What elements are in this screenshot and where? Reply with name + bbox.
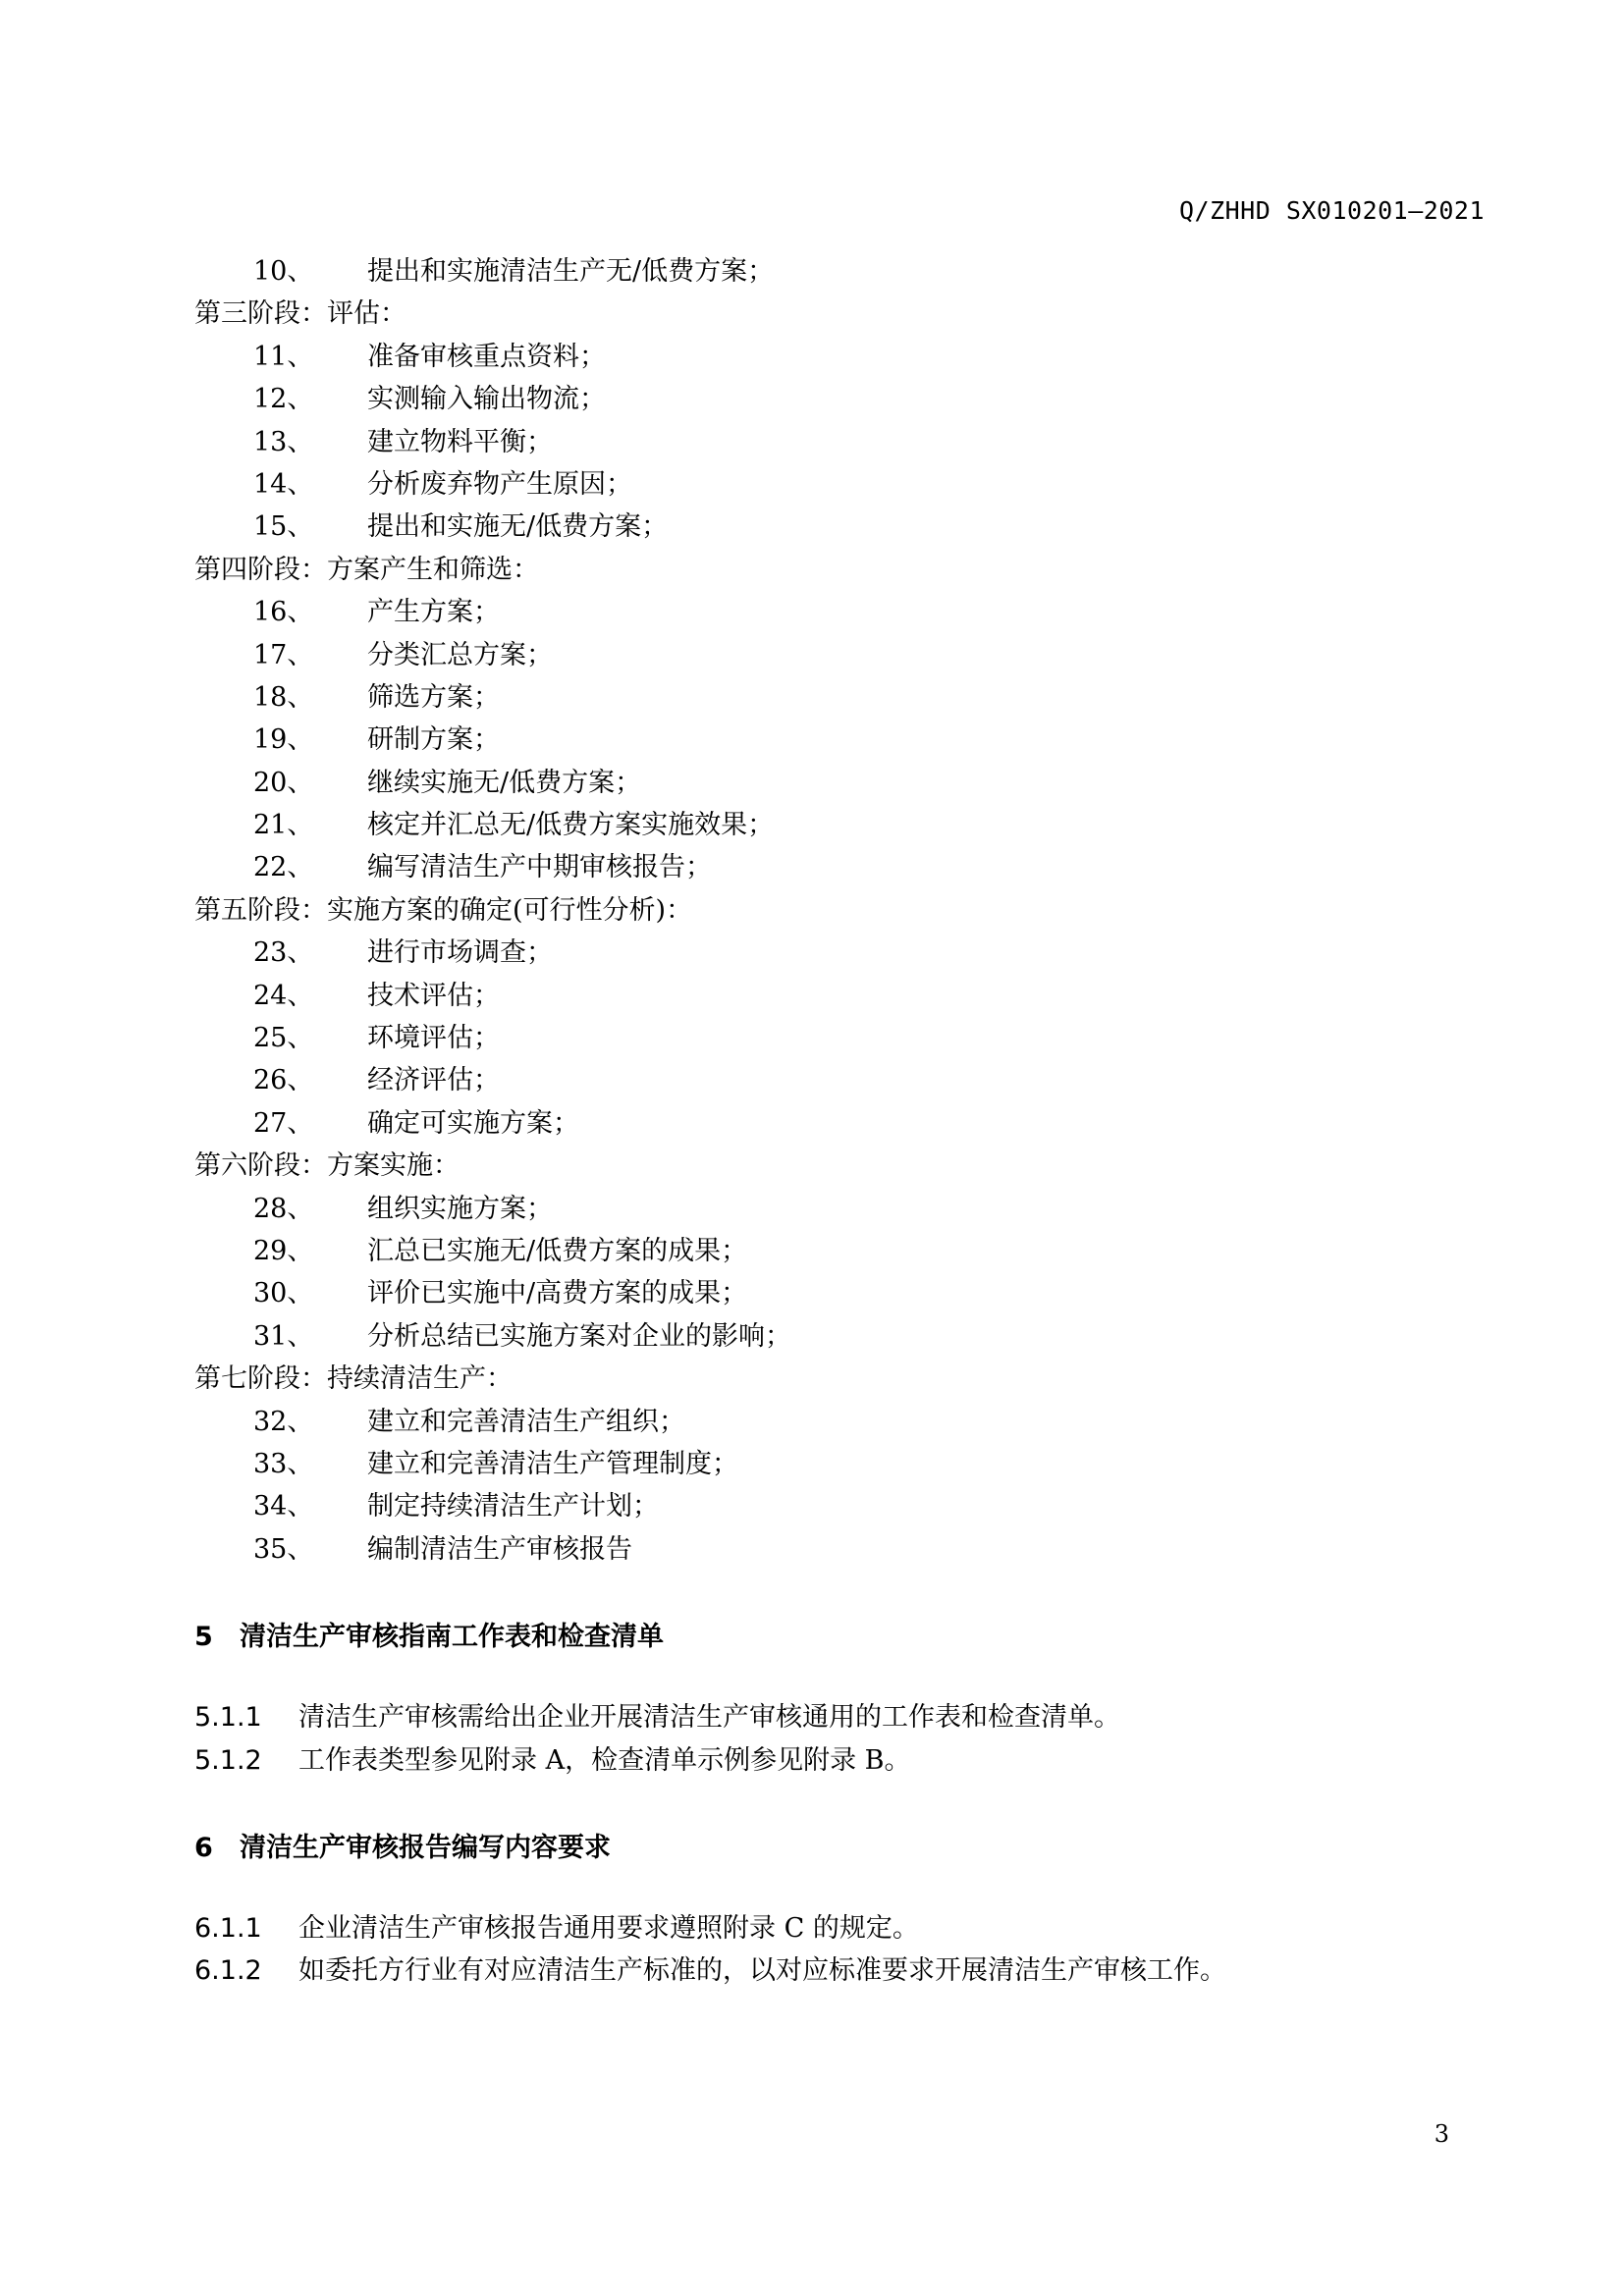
item-text: 编写清洁生产中期审核报告； [367,852,712,883]
item-number: 16、 [253,597,314,628]
item-text: 分类汇总方案； [367,639,553,670]
section-number: 5 [194,1622,213,1653]
item-number: 33、 [253,1448,314,1479]
stage-heading: 第六阶段：方案实施： [194,1150,460,1182]
item-text: 分析总结已实施方案对企业的影响； [367,1320,791,1352]
item-text: 核定并汇总无/低费方案实施效果； [367,810,775,841]
item-number: 11、 [253,341,314,372]
clause [194,1949,1490,1992]
list-item [194,1528,1490,1571]
clause-text: 工作表类型参见附录 A，检查清单示例参见附录 B。 [298,1744,911,1776]
item-text: 实测输入输出物流； [367,384,606,415]
clause-number: 6.1.2 [194,1955,262,1987]
item-number: 30、 [253,1278,314,1309]
list-item [194,1230,1490,1272]
item-text: 建立物料平衡； [367,426,553,457]
item-number: 22、 [253,852,314,883]
item-text: 筛选方案； [367,681,500,713]
list-item [194,1315,1490,1358]
item-number: 20、 [253,767,314,798]
list-item [194,250,1490,293]
item-number: 17、 [253,639,314,670]
item-number: 10、 [253,256,314,287]
item-number: 26、 [253,1065,314,1096]
clause-number: 5.1.2 [194,1744,262,1776]
list-item [194,1443,1490,1485]
item-text: 准备审核重点资料； [367,341,606,372]
item-number: 18、 [253,681,314,713]
stage-heading: 第三阶段：评估： [194,298,406,330]
item-number: 15、 [253,511,314,543]
list-item [194,506,1490,548]
list-item [194,378,1490,420]
list-item [194,804,1490,846]
list-item [194,1102,1490,1145]
item-number: 27、 [253,1107,314,1139]
list-item [194,975,1490,1017]
item-text: 经济评估； [367,1065,500,1096]
section-number: 6 [194,1832,213,1863]
document-body [194,250,1490,1993]
list-item [194,676,1490,719]
item-text: 编制清洁生产审核报告 [367,1533,632,1565]
item-text: 环境评估； [367,1023,500,1054]
item-text: 技术评估； [367,980,500,1011]
item-text: 研制方案； [367,724,500,756]
item-number: 19、 [253,724,314,756]
item-number: 23、 [253,937,314,969]
item-text: 建立和完善清洁生产组织； [367,1406,685,1437]
clause [194,1907,1490,1949]
document-code: Q/ZHHD SX010201—2021 [1178,196,1485,225]
item-number: 21、 [253,810,314,841]
clause [194,1739,1490,1782]
sections-container [194,1616,1490,1993]
item-text: 汇总已实施无/低费方案的成果； [367,1235,748,1266]
stage-heading: 第五阶段：实施方案的确定(可行性分析)： [194,894,693,926]
section-title-text: 清洁生产审核指南工作表和检查清单 [240,1622,664,1653]
list-item [194,1059,1490,1101]
item-number: 32、 [253,1406,314,1437]
item-text: 建立和完善清洁生产管理制度； [367,1448,738,1479]
item-text: 提出和实施清洁生产无/低费方案； [367,256,775,287]
item-text: 继续实施无/低费方案； [367,767,642,798]
clause-text: 清洁生产审核需给出企业开展清洁生产审核通用的工作表和检查清单。 [298,1702,1120,1734]
clause-text: 如委托方行业有对应清洁生产标准的，以对应标准要求开展清洁生产审核工作。 [298,1955,1226,1987]
list-item [194,719,1490,761]
list-item [194,762,1490,804]
item-text: 进行市场调查； [367,937,553,969]
item-text: 评价已实施中/高费方案的成果； [367,1278,748,1309]
list-item [194,1272,1490,1314]
item-number: 12、 [253,384,314,415]
clause [194,1696,1490,1738]
item-number: 25、 [253,1023,314,1054]
list-item [194,846,1490,888]
list-item [194,336,1490,378]
item-number: 29、 [253,1235,314,1266]
audit-step-list [194,250,1490,1571]
list-item [194,1485,1490,1527]
item-number: 31、 [253,1320,314,1352]
item-number: 28、 [253,1193,314,1224]
list-item [194,463,1490,506]
item-number: 35、 [253,1533,314,1565]
item-number: 34、 [253,1491,314,1522]
item-text: 提出和实施无/低费方案； [367,511,669,543]
clause-number: 5.1.1 [194,1702,262,1734]
stage-heading: 第四阶段：方案产生和筛选： [194,554,539,585]
section-title-text: 清洁生产审核报告编写内容要求 [240,1832,611,1863]
list-item [194,634,1490,676]
item-text: 制定持续清洁生产计划； [367,1491,659,1522]
section-6 [194,1827,1490,1993]
item-number: 13、 [253,426,314,457]
clause-number: 6.1.1 [194,1912,262,1944]
item-number: 24、 [253,980,314,1011]
item-text: 分析废弃物产生原因； [367,468,632,500]
list-item [194,1401,1490,1443]
list-item [194,932,1490,974]
stage-heading: 第七阶段：持续清洁生产： [194,1363,513,1395]
section-5 [194,1616,1490,1782]
item-number: 14、 [253,468,314,500]
list-item [194,421,1490,463]
item-text: 产生方案； [367,597,500,628]
item-text: 确定可实施方案； [367,1107,579,1139]
section-title [194,1616,1490,1659]
clause-text: 企业清洁生产审核报告通用要求遵照附录 C 的规定。 [298,1912,919,1944]
list-item [194,1017,1490,1059]
section-title [194,1827,1490,1870]
list-item [194,591,1490,633]
page-number: 3 [1434,2120,1449,2148]
item-text: 组织实施方案； [367,1193,553,1224]
list-item [194,1188,1490,1230]
